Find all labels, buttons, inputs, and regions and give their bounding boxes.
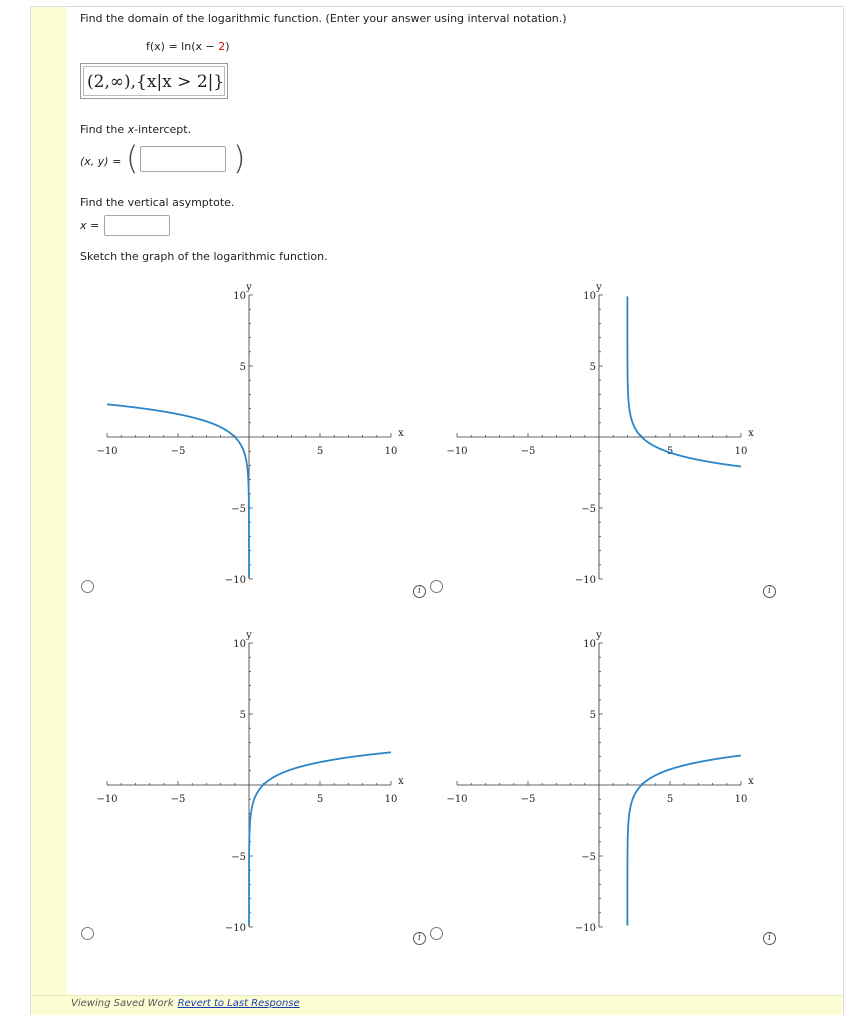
- x-tick-label: −10: [446, 446, 468, 457]
- saved-work-text: Viewing Saved Work: [71, 998, 174, 1009]
- function-lhs: f(x) = ln(x −: [146, 40, 219, 53]
- x-tick-label: −5: [520, 446, 536, 457]
- log-curve: [627, 296, 741, 466]
- graph-option-2[interactable]: [434, 272, 764, 602]
- x-tick-label: 5: [666, 446, 674, 457]
- footer-message: [71, 998, 300, 1009]
- log-curve: [107, 404, 249, 577]
- y-tick-label: 10: [583, 639, 596, 650]
- x-intercept-input[interactable]: [140, 146, 226, 172]
- x-intercept-prompt-post: -intercept.: [134, 123, 192, 136]
- y-tick-label: 5: [239, 362, 246, 373]
- x-tick-label: −10: [446, 794, 468, 805]
- x-tick-label: 10: [734, 794, 748, 805]
- function-close: ): [225, 40, 230, 53]
- revert-link[interactable]: Revert to Last Response: [177, 998, 300, 1009]
- y-axis-label: y: [596, 630, 602, 641]
- y-axis-label: y: [596, 282, 602, 293]
- x-axis-label: x: [398, 428, 404, 439]
- left-margin-strip: [31, 7, 67, 995]
- y-tick-label: −10: [224, 923, 246, 934]
- log-curve: [249, 752, 391, 925]
- y-tick-label: −5: [581, 852, 596, 863]
- y-tick-label: −10: [224, 575, 246, 586]
- y-tick-label: −10: [574, 923, 596, 934]
- y-tick-label: 10: [583, 291, 596, 302]
- info-icon[interactable]: i: [413, 585, 426, 598]
- y-tick-label: −5: [231, 852, 246, 863]
- x-tick-label: 5: [316, 794, 324, 805]
- x-tick-label: −5: [170, 446, 186, 457]
- option-radio-4[interactable]: [430, 927, 443, 940]
- info-icon[interactable]: i: [413, 932, 426, 945]
- open-paren: (: [126, 139, 139, 177]
- x-tick-label: −10: [96, 794, 118, 805]
- option-radio-2[interactable]: [430, 580, 443, 593]
- y-axis-label: y: [246, 630, 252, 641]
- x-tick-label: −5: [170, 794, 186, 805]
- log-curve: [627, 755, 741, 925]
- footer-bar: [31, 995, 842, 1015]
- x-tick-label: −10: [96, 446, 118, 457]
- x-axis-label: x: [748, 776, 754, 787]
- y-tick-label: 10: [233, 291, 246, 302]
- close-paren: ): [233, 139, 246, 177]
- asymptote-prompt: Find the vertical asymptote.: [80, 196, 235, 209]
- x-intercept-prompt-var: x: [127, 123, 135, 136]
- x-intercept-prompt-pre: Find the: [80, 123, 128, 136]
- y-tick-label: −5: [581, 504, 596, 515]
- domain-prompt: Find the domain of the logarithmic function. (Enter your answer using interval notation.): [80, 12, 567, 25]
- y-tick-label: −5: [231, 504, 246, 515]
- y-axis-label: y: [246, 282, 252, 293]
- y-tick-label: 5: [239, 710, 246, 721]
- y-tick-label: −10: [574, 575, 596, 586]
- graph-option-1[interactable]: [84, 272, 414, 602]
- x-tick-label: 10: [384, 794, 398, 805]
- xy-label: (x, y) =: [80, 155, 122, 168]
- domain-answer-box[interactable]: (2,∞),{x|x > 2|}: [80, 63, 228, 99]
- graph-option-3[interactable]: [84, 620, 414, 950]
- asymptote-input[interactable]: [104, 215, 170, 236]
- info-icon[interactable]: i: [763, 585, 776, 598]
- x-axis-label: x: [748, 428, 754, 439]
- option-radio-3[interactable]: [81, 927, 94, 940]
- option-radio-1[interactable]: [81, 580, 94, 593]
- x-intercept-prompt: [80, 123, 191, 136]
- x-tick-label: 5: [666, 794, 674, 805]
- asymptote-label: x =: [80, 219, 100, 232]
- function-constant: 2: [218, 40, 226, 53]
- y-tick-label: 10: [233, 639, 246, 650]
- y-tick-label: 5: [589, 710, 596, 721]
- x-tick-label: −5: [520, 794, 536, 805]
- x-axis-label: x: [398, 776, 404, 787]
- sketch-prompt: Sketch the graph of the logarithmic function.: [80, 250, 328, 263]
- x-tick-label: 5: [316, 446, 324, 457]
- graph-option-4[interactable]: [434, 620, 764, 950]
- info-icon[interactable]: i: [763, 932, 776, 945]
- x-tick-label: 10: [384, 446, 398, 457]
- y-tick-label: 5: [589, 362, 596, 373]
- x-tick-label: 10: [734, 446, 748, 457]
- function-definition: [146, 40, 230, 53]
